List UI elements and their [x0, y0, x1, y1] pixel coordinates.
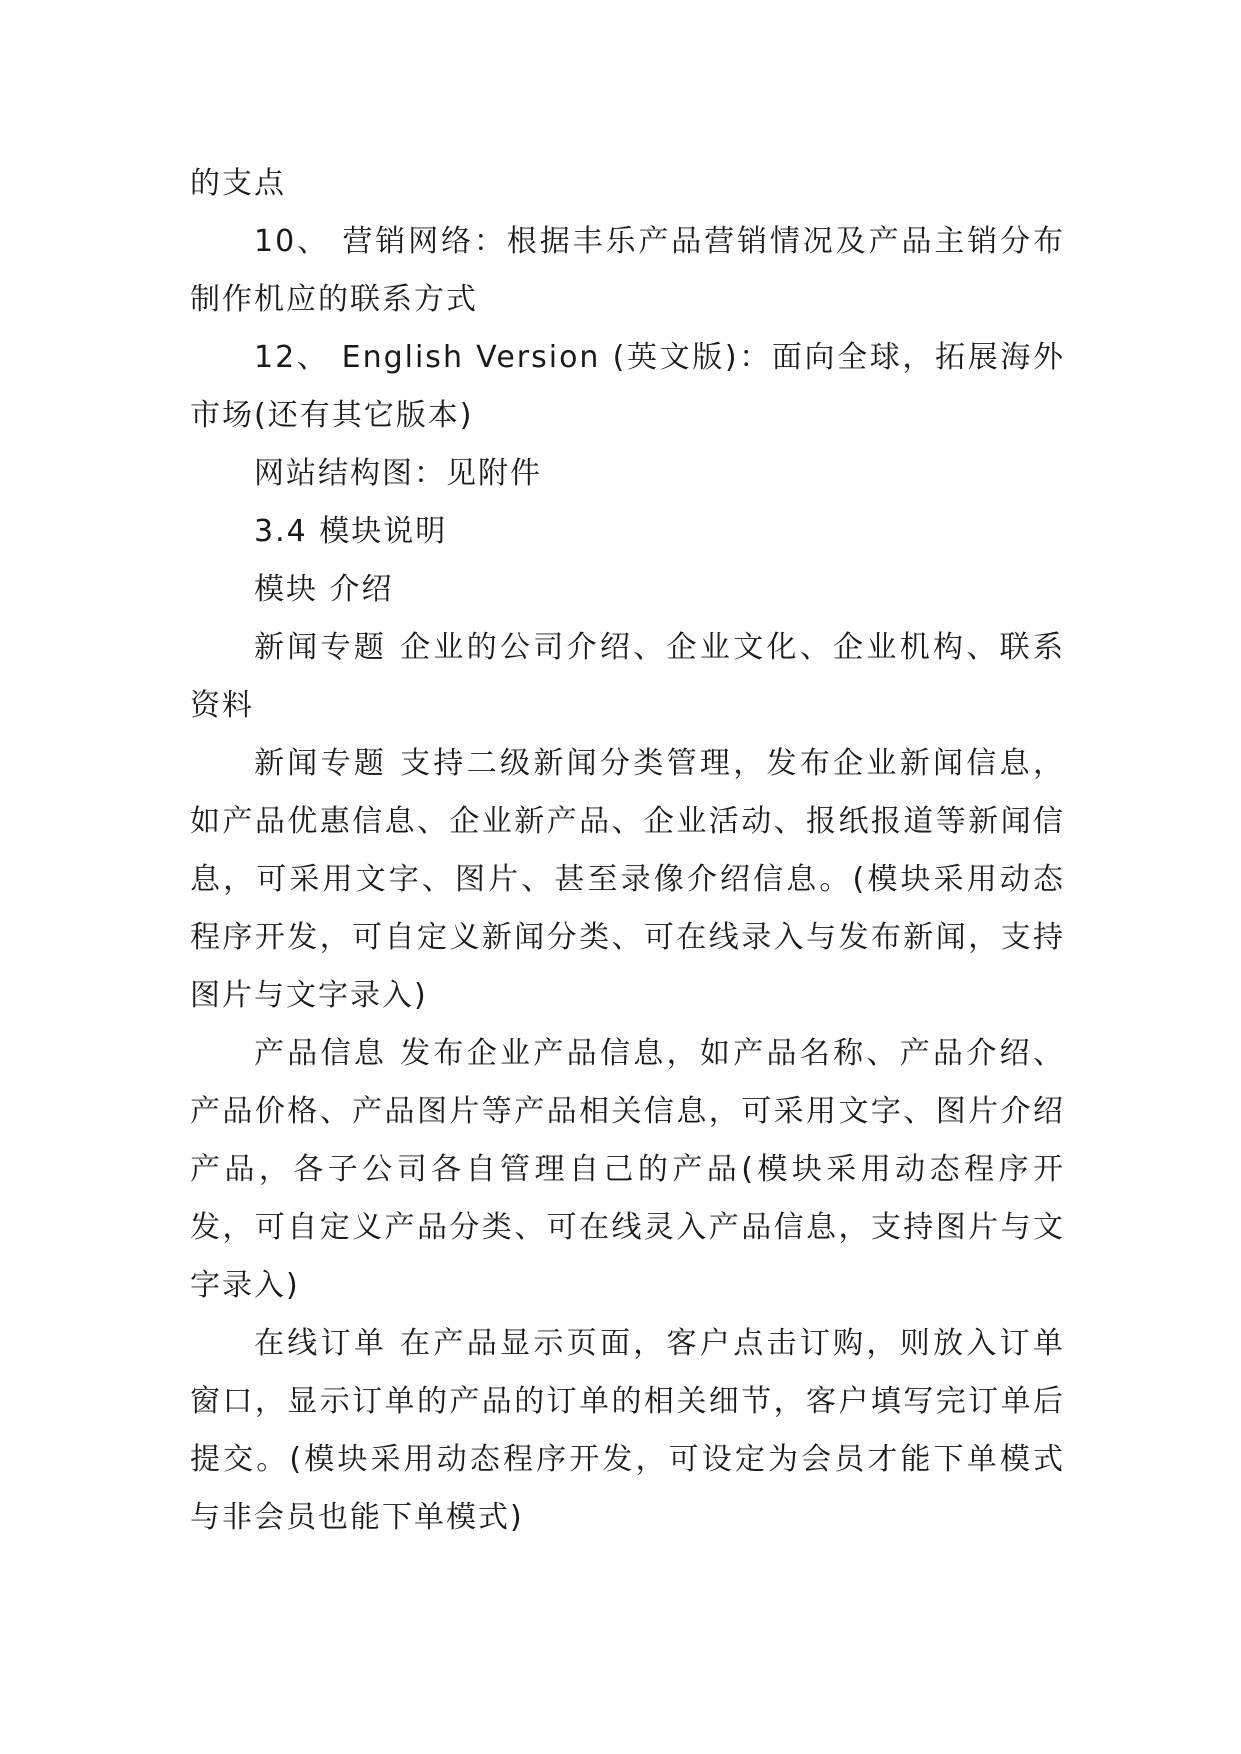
paragraph-marketing-network: 10、 营销网络：根据丰乐产品营销情况及产品主销分布制作机应的联系方式 — [190, 224, 1065, 317]
paragraph-online-order: 在线订单 在产品显示页面，客户点击订购，则放入订单窗口，显示订单的产品的订单的相关细节，客户填写完订单后提交。(模块采用动态程序开发，可设定为会员才能下单模式与非会员也能下单模式) — [190, 1326, 1065, 1535]
paragraph-fulcrum-fragment: 的支点 — [190, 166, 286, 201]
paragraph-product-info: 产品信息 发布企业产品信息，如产品名称、产品介绍、产品价格、产品图片等产品相关信息，可采用文字、图片介绍产品，各子公司各自管理自己的产品(模块采用动态程序开发，可自定义产品分类、可在线灵入产品信息，支持图片与文字录入) — [190, 1036, 1065, 1303]
paragraph-english-version: 12、 English Version (英文版)：面向全球，拓展海外市场(还有其它版本) — [190, 340, 1065, 433]
section-heading-module-description: 3.4 模块说明 — [254, 514, 448, 549]
paragraph-news-topic-management: 新闻专题 支持二级新闻分类管理，发布企业新闻信息，如产品优惠信息、企业新产品、企业活动、报纸报道等新闻信息，可采用文字、图片、甚至录像介绍信息。(模块采用动态程序开发，可自定义新闻分类、可在线录入与发布新闻，支持图片与文字录入) — [190, 746, 1065, 1013]
paragraph-module-intro-header: 模块 介绍 — [254, 572, 394, 607]
paragraph-news-topic-company: 新闻专题 企业的公司介绍、企业文化、企业机构、联系资料 — [190, 630, 1065, 723]
paragraph-site-structure: 网站结构图：见附件 — [254, 456, 542, 491]
document-body — [190, 155, 1065, 1547]
